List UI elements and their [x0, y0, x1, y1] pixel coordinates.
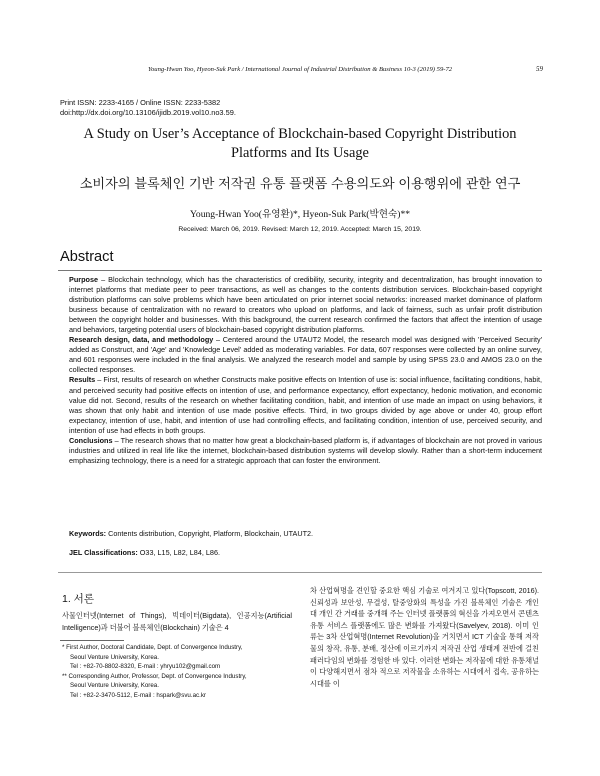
purpose-label: Purpose	[69, 275, 99, 284]
section-heading: 1. 서론	[62, 593, 94, 605]
section-divider	[58, 572, 542, 573]
jel-text: O33, L15, L82, L84, L86.	[137, 548, 220, 557]
keywords	[69, 529, 542, 539]
abstract-design	[69, 335, 542, 375]
design-text: – Centered around the UTAUT2 Model, the research model was designed with 'Perceived Security' added as Construct, and 'Age' and 'Knowledge Level' added as moderating variables. For data, 607 responses were collected by an online survey, and 601 responses were included in the final analysis. We analyzed the research model and sample by using SPSS 23.0 and AMOS 23.0 on the collected responses.	[69, 335, 542, 375]
results-label: Results	[69, 375, 96, 385]
footnote-line: Tel : +82-2-3470-5112, E-mail : hspark@svu.ac.kr	[70, 691, 206, 699]
abstract-body	[69, 275, 542, 466]
footnote-line: * First Author, Doctoral Candidate, Dept. of Convergence Industry,	[62, 644, 243, 651]
doi-line: doi:http://dx.doi.org/10.13106/ijidb.2019.vol10.no3.59.	[60, 107, 236, 117]
issn-line: Print ISSN: 2233-4165 / Online ISSN: 2233-5382	[60, 98, 221, 107]
design-label: Research design, data, and methodology	[69, 335, 214, 345]
authors: Young-Hwan Yoo(유영환)*, Hyeon-Suk Park(박현숙)**	[189, 209, 411, 220]
keywords-label: Keywords:	[69, 529, 107, 538]
running-header: Young-Hwan Yoo, Hyeon-Suk Park / International Journal of Industrial Distribution & Business 10-3 (2019) 59-72	[147, 66, 453, 73]
footnote-line: Tel : +82-70-8802-8320, E-mail : yhryu102@gmail.com	[70, 663, 221, 671]
abstract-divider	[58, 270, 542, 271]
keywords-text: Contents distribution, Copyright, Platform, Blockchain, UTAUT2.	[106, 529, 314, 538]
right-column-text: 차 산업혁명을 견인할 중요한 핵심 기술로 여겨지고 있다(Topscott, 2016). 신뢰성과 보안성, 무결성, 탈중앙화의 특성을 가진 블록체인 기술은 개인 대 개인 간 거래를 중개해 주는 인터넷 플랫폼의 혁신을 가져오면서 콘텐츠 유통 서비스 플랫폼에도 많은 변화를 가져왔다(Savelyev, 2018). 이미 인류는 3차 산업혁명(Internet Revolution)을 거치면서 ICT 기술을 통해 저작물의 창작, 유통, 분배, 정산에 이르기까지 저작권 산업 생태계 전반에 걸친 패러다임의 변화를 경험한 바 있다. 이러한 변화는 저작물에 대한 유통채널이 다양해지면서 점차 적으로 저작물을 소유하는 시대에서 접속, 공유하는 시대를 이	[310, 586, 539, 688]
abstract-purpose	[69, 275, 542, 335]
conclusions-label: Conclusions	[69, 435, 113, 445]
conclusions-text: – The research shows that no matter how great a blockchain-based platform is, if advantages of blockchain are not proved in various industries and utilized in real life like the internet, blockchain-based distribution systems will develop slowly. Rather than a short-term inducement emphasizing technology, there is a need for a strategic approach that can foster the environment.	[69, 435, 542, 465]
footnote-line: ** Corresponding Author, Professor, Dept. of Convergence Industry,	[62, 672, 247, 680]
korean-title: 소비자의 블록체인 기반 저작권 유통 플랫폼 수용의도와 이용행위에 관한 연구	[79, 176, 521, 191]
english-title: A Study on User’s Acceptance of Blockchain-based Copyright Distribution Platforms and Its Usage	[83, 126, 517, 161]
abstract-results	[69, 375, 542, 435]
purpose-text: – Blockchain technology, which has the characteristics of credibility, security, integrity and decentralization, has brought innovation to internet platforms that mediate peer to peer transactions, as well as changes to the contents distribution services. Blockchain-based copyright distribution platforms can solve problems which have been articulated on prior internet social networks: increased market dominance of platform business because of centralization with no reward to creators who upload on platforms, and lack of fairness, such as unfair profit distribution between the copyright holder and businesses. With this background, the current research confirmed the factors that affect the intention of usage and behaviors, targeting potential users of blockchain-based copyright distribution platforms.	[69, 275, 542, 335]
page-number: 59	[536, 65, 543, 73]
article-dates: Received: March 06, 2019. Revised: March 12, 2019. Accepted: March 15, 2019.	[178, 226, 422, 233]
jel-classifications	[69, 548, 542, 558]
abstract-heading: Abstract	[60, 249, 114, 265]
results-text: – First, results of research on whether Constructs make positive effects on Intention of use is: social influence, facilitating conditions, habit, and perceived security had positive effects on intention of use, and performance expectancy, effort expectancy, hedonic motivation, and economic value did not. Second, results of the research on whether facilitating condition, habit, and intention of use made an impact on using behaviors, it was shown that only habit and intention of use made positive effects. Third, in two groups divided by age above or under 40, group effort expectancy, intention of use, habit, and intention of use had controlling effects, and facilitating condition, intention of use, perceived security, and intention of use had effects in both groups.	[69, 375, 542, 435]
footnotes	[62, 643, 302, 701]
footnote-line: Seoul Venture University, Korea.	[70, 682, 159, 690]
jel-label: JEL Classifications:	[69, 548, 138, 557]
left-column-text: 사물인터넷(Internet of Things), 빅데이터(Bigdata), 인공지능(Artificial Intelligence)과 더불어 블록체인(Blockchain) 기술은 4	[62, 611, 292, 632]
issn-block	[60, 98, 236, 117]
footnote-line: Seoul Venture University, Korea.	[70, 653, 159, 661]
abstract-conclusions	[69, 436, 542, 466]
footnote-divider	[60, 640, 124, 641]
